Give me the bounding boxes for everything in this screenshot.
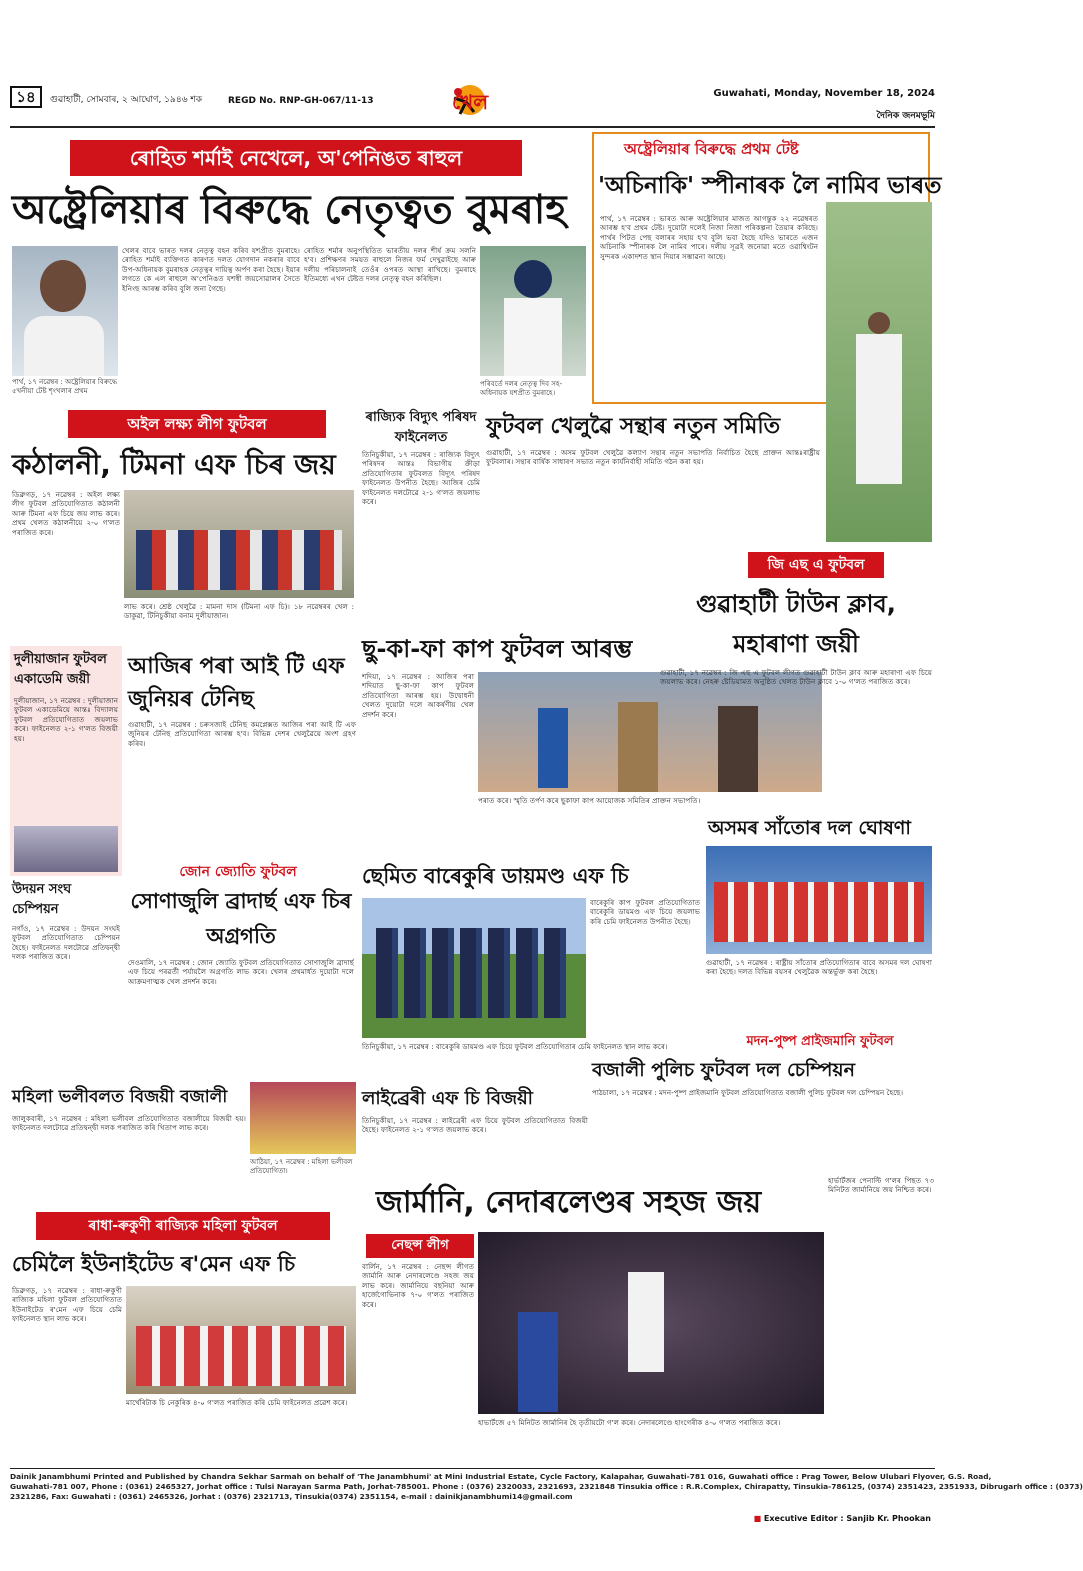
masthead-date-assamese: গুৱাহাটী, সোমবাৰ, ২ আঘোণ, ১৯৪৬ শক [50,95,203,105]
zone-body: দেওমালি, ১৭ নৱেম্বৰ : জোন জ্যোতি ফুটবল প্ৰতিযোগিতাত সোণাজুলি ব্ৰাদাৰ্ছ এফ চিয়ে পৰৱৰ্তী পৰ্যায়লৈ অগ্ৰগতি লাভ কৰে। খেলৰ প্ৰথমাৰ্ধত দুয়োটা দলে আক্ৰমণাত্মক খেল প্ৰদৰ্শন কৰে। [128,958,354,986]
footer [10,1472,1083,1532]
executive-editor [754,1514,931,1523]
bumrah-photo [12,246,118,376]
aus-test-headline: 'অচিনাকি' স্পীনাৰক লৈ নামিব ভাৰত [598,173,942,199]
germany-body-3: হাৰ্ভাৰ্টজৰ পেনাল্টি গ'লৰ পিছত ৭৩ মিনিটত জাৰ্মানিয়ে জয় নিশ্চিত কৰে। [828,1176,934,1195]
duliajan-photo [14,826,118,872]
chemit-photo [362,898,586,1038]
footer-rule [10,1468,935,1469]
mahila-body: জালুকবাৰী, ১৭ নৱেম্বৰ : মহিলা ভলীবল প্ৰতিযোগিতাত বজালীয়ে বিজয়ী হয়। ফাইনেলত দলটোৱে প্ৰতিদ্বন্দ্বী দলক পৰাজিত কৰি খিতাপ লাভ কৰে। [12,1114,246,1133]
gs-body-wide: গুৱাহাটী, ১৭ নৱেম্বৰ : জি এছ এ ফুটবল লীগত গুৱাহাটী টাউন ক্লাব আৰু মহাৰাণা এফ চিয়ে জয়লাভ কৰে। নেহৰু ষ্টেডিয়ামত অনুষ্ঠিত খেলত টাউন ক্লাবে ১-০ গ'লত পৰাজিত কৰে। [660,668,932,687]
footer-line-2: Guwahati-781 007, Phone : (0361) 2465327, Jorhat office : Tulsi Narayan Sarma Path, Jorhat-785001. Phone : (0376) 2320033, 2321693, 2321848 Tinsukia office : R.R.Complex, Chirapatty, Tinsukia-786125, (0374) 2351423, 2351933, Dibrugarh office : (0373) [10,1482,1083,1491]
regd-number: REGD No. RNP-GH-067/11-13 [228,96,374,106]
mahila-headline: মহিলা ভলীবলত বিজয়ী বজালী [12,1087,228,1107]
germany-kicker: নেছন্স লীগ [366,1234,474,1258]
rahul-caption: পৰিবৰ্তে দলৰ নেতৃত্ব দিব সহ-অধিনায়ক যশপ্ৰীত বুমৰাহে। [480,380,563,397]
duliajan-headline: দুলীয়াজান ফুটবল একাডেমি জয়ী [14,652,107,687]
section-logo [430,82,522,122]
masthead-date-english: Guwahati, Monday, November 18, 2024 [713,88,935,99]
chemit-body-side: বাৰেকুৰি কাপ ফুটবল প্ৰতিযোগিতাত বাৰেকুৰি ডায়মণ্ড এফ চিয়ে জয়লাভ কৰি চেমি ফাইনেলত উপনীত হৈছে। [590,898,700,926]
gs-kicker: জি এছ এ ফুটবল [748,552,884,578]
main-body-col2: ৰোহিত শৰ্মাৰ অনুপস্থিতিত ভাৰতীয় দলৰ শীৰ্ষ ক্ৰম সলনি হ'ব। প্ৰশিক্ষণৰ সময়ত ৰাহুলে নিজৰ ফৰ্ম দেখুৱাইছে আৰু দলীয় পৰিচালনাই তেওঁৰ ওপৰত আস্থা ৰাখিছে। বুমৰাহে ইতিমধ্যে এখন টেষ্টত দলৰ নেতৃত্ব বহন কৰিছিল। [304,246,476,284]
ail-kicker: অইল লক্ষ্য লীগ ফুটবল [68,410,326,438]
main-body-col1: খেলৰ বাবে ভাৰত দলৰ নেতৃত্ব বহন কৰিব যশপ্ৰীত বুমৰাহে। ৰোহিত শৰ্মাই ব্যক্তিগত কাৰণত দলত যোগদান নকৰাৰ বাবে উপ-অধিনায়ক বুমৰাহক নেতৃত্বৰ দায়িত্ব অৰ্পণ কৰা হৈছে। ইয়াৰ লগতে কে এল ৰাহুলে অ'পেনিঙত যশস্বী জয়সোৱালৰ সৈতে ইনিংছ আৰম্ভ কৰিব বুলি জনা গৈছে। [122,246,300,293]
paper-name: দৈনিক জনমভূমি [876,111,935,121]
footer-line-3: 2321286, Fax: Guwahati : (0361) 2465326, Jorhat : (0376) 2321713, Tinsukia(0374) 2351154, e-mail : dainikjanambhumi14@gmail.com [10,1492,573,1501]
masthead [10,82,935,126]
power-headline: ৰাজ্যিক বিদ্যুৎ পৰিষদ ফাইনেলত [365,410,477,445]
footer-line-1: Dainik Janambhumi Printed and Published by Chandra Sekhar Sarmah on behalf of 'The Janambhumi' at Mini Industrial Estate, Cycle Factory, Kalapahar, Guwahati-781 016, Guwahati office : Prag Tower, Below Ulubari Flyover, G.S. Road, [10,1472,992,1481]
germany-body-2: হাভাৰ্টজে ৫৭ মিনিটত জাৰ্মানিৰ হৈ তৃতীয়টো গ'ল কৰে। নেদাৰলেণ্ডে হাংগেৰীক ৪-০ গ'লত পৰাজিত কৰে। [478,1418,781,1427]
udayan-body: নগাঁও, ১৭ নৱেম্বৰ : উদয়ন সংঘই ফুটবল প্ৰতিযোগিতাত চেম্পিয়ন হৈছে। ফাইনেলত দলটোৱে প্ৰতিদ্বন্দ্বী দলক পৰাজিত কৰে। [12,924,120,962]
bullet-icon: ■ [753,1514,764,1523]
power-body: তিনিচুকীয়া, ১৭ নৱেম্বৰ : ৰাজ্যিক বিদ্যুৎ পৰিষদৰ আন্তঃ বিভাগীয় ক্ৰীড়া প্ৰতিযোগিতাৰ ফুটবলত বিদ্যুৎ পৰিষদ ফাইনেলত উপনীত হৈছে। আজিৰ চেমি ফাইনেলত দলটোৱে ২-১ গ'লত জয়লাভ কৰে। [362,450,480,507]
itf-body: গুৱাহাটী, ১৭ নৱেম্বৰ : চৰুসজাই টেনিছ কমপ্লেক্সত আজিৰ পৰা আই টি এফ জুনিয়ৰ টেনিছ প্ৰতিযোগিতা আৰম্ভ হ'ব। বিভিন্ন দেশৰ খেলুৱৈয়ে অংশ গ্ৰহণ কৰিব। [128,720,356,748]
radha-body-2: মাৰ্খেৰিটাক চি নেকুৰিক ৪-০ গ'লত পৰাজিত কৰি চেমি ফাইনেলত প্ৰৱেশ কৰে। [126,1398,348,1407]
main-headline: অষ্ট্ৰেলিয়াৰ বিৰুদ্ধে নেতৃত্বত বুমৰাহ [12,187,567,233]
rahul-photo [480,246,586,376]
gs-headline: গুৱাহাটী টাউন ক্লাব, মহাৰাণা জয়ী [696,590,896,658]
mahila-caption: আঠিয়া, ১৭ নৱেম্বৰ : মহিলা ভলীবল প্ৰতিযোগিতা। [250,1158,353,1175]
library-headline: লাইব্ৰেৰী এফ চি বিজয়ী [362,1088,533,1109]
zone-kicker: জোন জ্যোতি ফুটবল [179,864,297,880]
aus-test-body: পাৰ্থ, ১৭ নৱেম্বৰ : ভাৰত আৰু অষ্ট্ৰেলিয়াৰ মাজত আগন্তুক ২২ নৱেম্বৰত আৰম্ভ হ'ব প্ৰথম টেষ্ট। দুয়োটা দলেই নিজা নিজা পৰিকল্পনা তৈয়াৰ কৰিছে। পাৰ্থৰ পিটত পেছ বলাৰৰ সহায় হ'ব বুলি ভবা হৈছে যদিও ভাৰতে এজন অচিনাকি স্পীনাৰক লৈ নামিব পাৰে। দলীয় সূত্ৰই জনোৱা মতে ওৱাশ্বিংটন সুন্দৰক একাদশত স্থান দিয়াৰ সম্ভাৱনা আছে। [600,214,818,261]
madan-kicker: মদন-পুষ্প প্ৰাইজমানি ফুটবল [746,1034,894,1049]
logo-text: খেল [452,90,489,114]
germany-photo [478,1232,824,1414]
madan-body: পাঠচালা, ১৭ নৱেম্বৰ : মদন-পুষ্প প্ৰাইজমানি ফুটবল প্ৰতিযোগিতাত বজালী পুলিচ ফুটবল দল চেম্পিয়ন হৈছে। [592,1088,904,1097]
ail-body-2: লাভ কৰে। শ্ৰেষ্ঠ খেলুৱৈ : মামনা দাস (টিমনা এফ চি)। ১৮ নৱেম্বৰৰ খেল : ডাকুৱা, টিনিচুকীয়া বনাম দুলীয়াজান। [124,602,354,621]
swim-body: গুৱাহাটী, ১৭ নৱেম্বৰ : ৰাষ্ট্ৰীয় সাঁতোৰ প্ৰতিযোগিতাৰ বাবে অসমৰ দল ঘোষণা কৰা হৈছে। দলত বিভিন্ন বয়সৰ খেলুৱৈক অন্তৰ্ভুক্ত কৰা হৈছে। [706,958,932,977]
main-kicker: ৰোহিত শৰ্মাই নেখেলে, অ'পেনিঙত ৰাহুল [70,140,522,176]
masthead-rule [10,126,935,128]
editor-text: Executive Editor : Sanjib Kr. Phookan [763,1514,931,1523]
duliajan-box [10,646,122,876]
committee-body: গুৱাহাটী, ১৭ নৱেম্বৰ : অসম ফুটবল খেলুৱৈ কল্যাণ সন্থাৰ নতুন সভাপতি নিৰ্বাচিত হৈছে প্ৰাক্তন আন্তঃৰাষ্ট্ৰীয় ফুটবলাৰ। সন্থাৰ বাৰ্ষিক সাধাৰণ সভাত নতুন কাৰ্যনিৰ্বাহী সমিতি গঠন কৰা হয়। [486,448,820,467]
bumrah-caption: পাৰ্থ, ১৭ নৱেম্বৰ : অষ্ট্ৰেলিয়াৰ বিৰুদ্ধে ৫খনীয়া টেষ্ট শৃংখলাৰ প্ৰথম [12,378,118,395]
chhukafa-body-2: পৰাত কৰে। স্মৃতি তৰ্পণ কৰে ছুকাফা কাপ আয়োজক সমিতিৰ প্ৰাক্তন সভাপতি। [478,796,701,805]
chemit-headline: ছেমিত বাৰেকুৰি ডায়মণ্ড এফ চি [362,864,629,888]
swim-photo [706,846,932,954]
ail-photo [124,490,354,598]
ail-body: ডিব্ৰুগড়, ১৭ নৱেম্বৰ : অইল লক্ষ্য লীগ ফুটবল প্ৰতিযোগিতাত কঠালনী আৰু টিমনা এফ চিয়ে জয় লাভ কৰে। প্ৰথম খেলত কঠালনীয়ে ২-০ গ'লত পৰাজিত কৰে। [12,490,120,537]
swim-headline: অসমৰ সাঁতোৰ দল ঘোষণা [708,817,911,839]
zone-headline: সোণাজুলি ব্ৰাদাৰ্ছ এফ চিৰ অগ্ৰগতি [130,889,352,948]
radha-kicker: ৰাধা-ৰুকুণী ৰাজ্যিক মহিলা ফুটবল [36,1212,330,1240]
chhukafa-body: শদিয়া, ১৭ নৱেম্বৰ : আজিৰ পৰা শদিয়াত ছু-কা-ফা কাপ ফুটবল প্ৰতিযোগিতা আৰম্ভ হয়। উদ্বোধনী খেলত দুয়োটা দলে আকৰ্ষণীয় খেল প্ৰদৰ্শন কৰে। [362,672,474,719]
chemit-body: তিনিচুকীয়া, ১৭ নৱেম্বৰ : বাৰেকুৰি ডায়মণ্ড এফ চিয়ে ফুটবল প্ৰতিযোগিতাৰ চেমি ফাইনেলত স্থান লাভ কৰে। [362,1042,668,1051]
chhukafa-headline: ছু-কা-ফা কাপ ফুটবল আৰম্ভ [362,635,633,663]
library-body: তিনিচুকীয়া, ১৭ নৱেম্বৰ : লাইব্ৰেৰী এফ চিয়ে ফুটবল প্ৰতিযোগিতাত বিজয়ী হৈছে। ফাইনেলত ২-১ গ'লত জয়লাভ কৰে। [362,1116,588,1135]
radha-body: ডিব্ৰুগড়, ১৭ নৱেম্বৰ : ৰাধা-ৰুকুণী ৰাজ্যিক মহিলা ফুটবল প্ৰতিযোগিতাত ইউনাইটেড ৰ'মেন এফ চিয়ে চেমি ফাইনেলত স্থান লাভ কৰে। [12,1286,122,1324]
radha-photo [126,1286,356,1394]
radha-headline: চেমিলৈ ইউনাইটেড ৰ'মেন এফ চি [12,1252,296,1276]
germany-headline: জাৰ্মানি, নেদাৰলেণ্ডৰ সহজ জয় [376,1185,762,1220]
duliajan-body: দুলীয়াজান, ১৭ নৱেম্বৰ : দুলীয়াজান ফুটবল একাডেমিয়ে আন্তঃ বিদ্যালয় ফুটবল প্ৰতিযোগিতাত জয়লাভ কৰে। ফাইনেলত ২-১ গ'লত বিজয়ী হয়। [14,696,118,743]
spinner-photo [826,202,932,542]
aus-test-kicker: অষ্ট্ৰেলিয়াৰ বিৰুদ্ধে প্ৰথম টেষ্ট [624,140,799,158]
germany-body: বাৰ্লিন, ১৭ নৱেম্বৰ : নেছন্স লীগত জাৰ্মানি আৰু নেদাৰলেণ্ডে সহজ জয় লাভ কৰে। জাৰ্মানিয়ে বছনিয়া আৰু হাৰ্জেগোভিনাক ৭-০ গ'লত পৰাজিত কৰে। [362,1262,474,1309]
itf-headline: আজিৰ পৰা আই টি এফ জুনিয়ৰ টেনিছ [128,654,345,712]
madan-headline: বজালী পুলিচ ফুটবল দল চেম্পিয়ন [592,1059,855,1081]
mahila-photo [250,1082,356,1154]
ail-headline: কঠালনী, টিমনা এফ চিৰ জয় [12,448,336,481]
page-number: ১৪ [10,86,42,108]
udayan-headline: উদয়ন সংঘ চেম্পিয়ন [12,882,72,917]
committee-headline: ফুটবল খেলুৱৈ সন্থাৰ নতুন সমিতি [486,414,781,439]
